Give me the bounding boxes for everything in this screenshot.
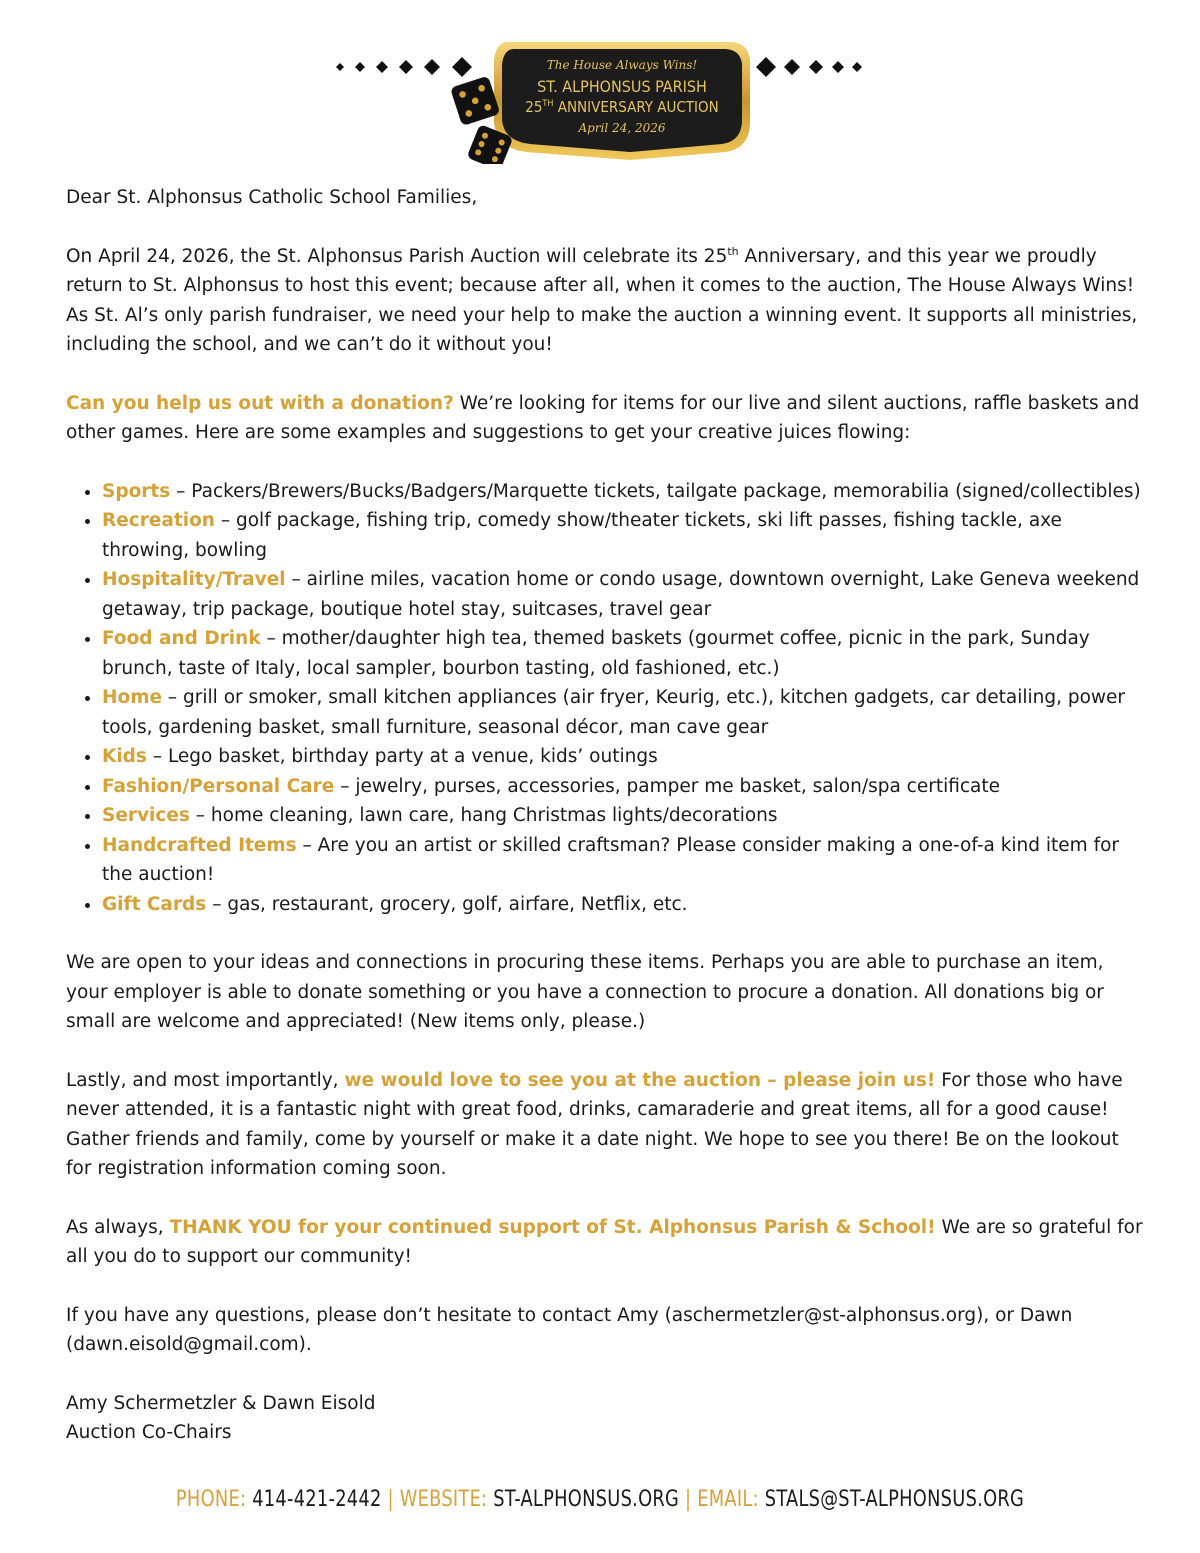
website-label: WEBSITE: (399, 1487, 488, 1512)
list-item: • Handcrafted Items – Are you an artist or skilled craftsman? Please consider making a one-of-a kind item for the auction! (102, 831, 1146, 890)
signature-names: Amy Schermetzler & Dawn Eisold (66, 1392, 376, 1414)
logo-line2: 25TH ANNIVERSARY AUCTION (525, 98, 719, 116)
list-item: • Sports – Packers/Brewers/Bucks/Badgers/Marquette tickets, tailgate package, memorabilia (signed/collectibles) (102, 477, 1146, 507)
diamond-icon (452, 57, 472, 77)
ideas-paragraph: We are open to your ideas and connections in procuring these items. Perhaps you are able to purchase an item, your employer is able to donate something or you have a connection to procure a donation. All donations big or small are welcome and appreciated! (New items only, please.) (66, 952, 1104, 1032)
logo-tagline: The House Always Wins! (546, 58, 698, 72)
thanks-paragraph: As always, THANK YOU for your continued support of St. Alphonsus Parish & School! We are so grateful for all you do to support our community! (66, 1216, 1143, 1267)
join-us-highlight: we would love to see you at the auction – please join us! (344, 1069, 936, 1091)
left-diamonds (336, 57, 472, 77)
right-diamonds (756, 57, 862, 77)
donation-paragraph: Can you help us out with a donation? We’re looking for items for our live and silent auctions, raffle baskets and other games. Here are some examples and suggestions to get your creative juices flowing: (66, 392, 1140, 443)
signature-block (66, 1389, 1146, 1448)
list-item: • Kids – Lego basket, birthday party at a venue, kids’ outings (102, 742, 1146, 772)
salutation: Dear St. Alphonsus Catholic School Families, (66, 187, 478, 208)
contact-paragraph: If you have any questions, please don’t hesitate to contact Amy (aschermetzler@st-alphonsus.org), or Dawn (dawn.eisold@gmail.com). (66, 1304, 1073, 1355)
email-link[interactable]: STALS@ST-ALPHONSUS.ORG (764, 1487, 1025, 1512)
diamond-icon (784, 59, 800, 75)
list-item: • Fashion/Personal Care – jewelry, purses, accessories, pamper me basket, salon/spa certificate (102, 772, 1146, 802)
separator: | (685, 1487, 692, 1512)
signature-title: Auction Co-Chairs (66, 1422, 232, 1443)
list-item: • Home – grill or smoker, small kitchen appliances (air fryer, Keurig, etc.), kitchen gadgets, car detailing, power tools, gardening basket, small furniture, seasonal décor, man cave gear (102, 683, 1146, 742)
list-item: • Food and Drink – mother/daughter high tea, themed baskets (gourmet coffee, picnic in the park, Sunday brunch, taste of Italy, local sampler, bourbon tasting, old fashioned, etc.) (102, 624, 1146, 683)
phone-label: PHONE: (175, 1487, 247, 1512)
list-item: • Services – home cleaning, lawn care, hang Christmas lights/decorations (102, 801, 1146, 831)
website-link[interactable]: ST-ALPHONSUS.ORG (493, 1487, 680, 1512)
list-item: • Recreation – golf package, fishing trip, comedy show/theater tickets, ski lift passes, fishing tackle, axe throwing, bowling (102, 506, 1146, 565)
diamond-icon (756, 57, 776, 77)
thank-you-highlight: THANK YOU for your continued support of St. Alphonsus Parish & School! (169, 1216, 936, 1238)
diamond-icon (336, 63, 344, 71)
contact-footer (60, 1487, 1140, 1512)
title-plate (494, 42, 750, 160)
intro-paragraph: On April 24, 2026, the St. Alphonsus Parish Auction will celebrate its 25th Anniversary, and this year we proudly return to St. Alphonsus to host this event; because after all, when it comes to the auction, The House Always Wins! As St. Al’s only parish fundraiser, we need your help to make the auction a winning event. It supports all ministries, including the school, and we can’t do it without you! (66, 244, 1138, 355)
diamond-icon (355, 62, 365, 72)
diamond-icon (809, 60, 823, 74)
lastly-paragraph: Lastly, and most importantly, we would love to see you at the auction – please join us! For those who have never attended, it is a fantastic night with great food, drinks, camaraderie and great items, all for a good cause! Gather friends and family, come by yourself or make it a date night. We hope to see you there! Be on the lookout for registration information coming soon. (66, 1069, 1123, 1179)
letter-body (66, 183, 1146, 1448)
phone-number: 414-421-2442 (252, 1487, 382, 1512)
auction-logo (330, 36, 870, 164)
diamond-icon (832, 61, 844, 73)
diamond-icon (399, 60, 413, 74)
logo-date: April 24, 2026 (578, 121, 666, 135)
separator: | (387, 1487, 394, 1512)
logo-line1: ST. ALPHONSUS PARISH (537, 77, 707, 96)
list-item: • Hospitality/Travel – airline miles, vacation home or condo usage, downtown overnight, Lake Geneva weekend getaway, trip package, boutique hotel stay, suitcases, travel gear (102, 565, 1146, 624)
donation-highlight: Can you help us out with a donation? (66, 392, 454, 414)
diamond-icon (376, 61, 388, 73)
diamond-icon (424, 59, 440, 75)
donation-item-list (66, 477, 1146, 920)
diamond-icon (852, 62, 862, 72)
list-item: • Gift Cards – gas, restaurant, grocery, golf, airfare, Netflix, etc. (102, 890, 1146, 920)
email-label: EMAIL: (697, 1487, 759, 1512)
